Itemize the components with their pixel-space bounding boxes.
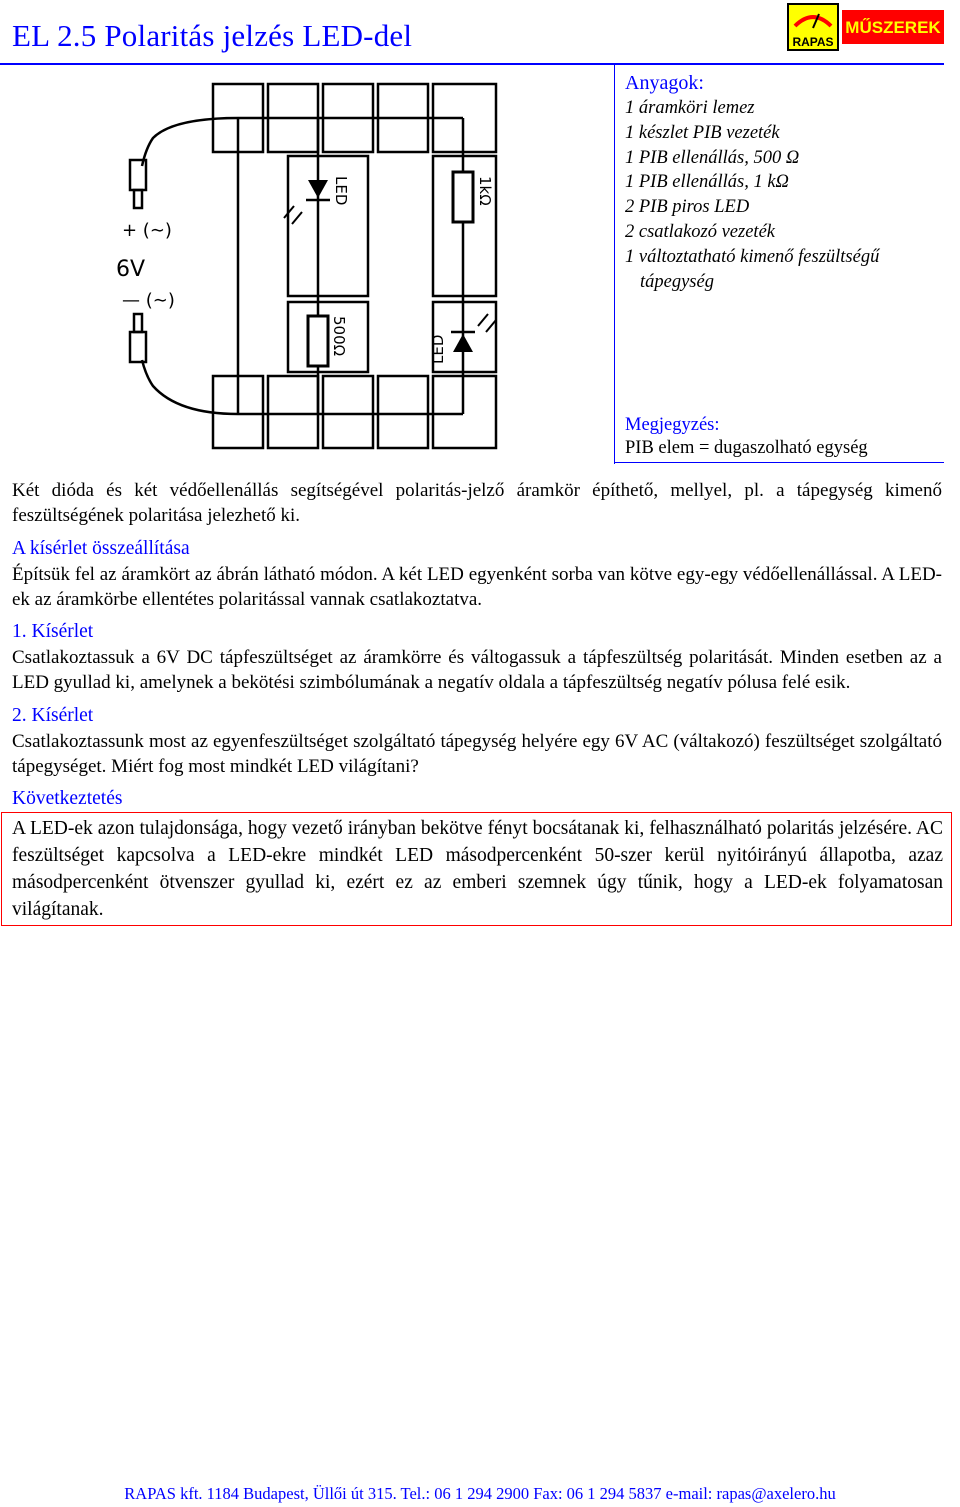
circuit-diagram: [108, 76, 508, 462]
materials-box: [625, 70, 940, 294]
experiment-1-heading: 1. Kísérlet: [12, 621, 94, 643]
experiment-2-heading: 2. Kísérlet: [12, 704, 94, 726]
materials-item: 2 csatlakozó vezeték: [625, 221, 775, 242]
note-text: PIB elem = dugaszolható egység: [625, 438, 868, 458]
materials-item: 1 PIB ellenállás, 500 Ω: [625, 147, 800, 168]
polarity-plus-label: + (∼): [122, 220, 172, 241]
svg-text:MŰSZEREK: MŰSZEREK: [845, 18, 941, 37]
materials-item: 1 változtatható kimenő feszültségű: [625, 246, 880, 267]
conclusion-box: [1, 812, 952, 926]
materials-heading: Anyagok:: [625, 72, 704, 94]
materials-item: 1 áramköri lemez: [625, 98, 755, 118]
note-heading: Megjegyzés:: [625, 415, 720, 435]
main-text: [12, 478, 942, 926]
led-top-label: LED: [332, 176, 350, 206]
rapas-logo: [786, 2, 946, 54]
resistor-1k-label: 1kΩ: [476, 176, 494, 206]
materials-item: tápegység: [640, 271, 714, 292]
sidebar-rule: [614, 63, 615, 464]
conclusion-paragraph: A LED-ek azon tulajdonsága, hogy vezető irányban bekötve fényt bocsátanak ki, felhasználható polaritás jelzésére. AC feszültséget kapcsolva a LED-ekre mindkét LED másodpercenként 50-szer kerül nyitóirányú állapotba, azaz másodpercenként ötvenszer gyullad ki, ezért ez az emberi szemnek úgy tűnik, hogy a LED-ek folyamatosan világítanak.: [12, 818, 943, 921]
experiment-2-paragraph: Csatlakoztassunk most az egyenfeszültséget szolgáltató tápegység helyére egy 6V AC (váltakozó) feszültséget szolgáltató tápegységet. Miért fog most mindkét LED világítani?: [12, 730, 942, 778]
materials-item: 1 PIB ellenállás, 1 kΩ: [625, 172, 789, 193]
materials-item: 2 PIB piros LED: [625, 197, 750, 218]
experiment-1-paragraph: Csatlakoztassuk a 6V DC tápfeszültséget az áramkörre és váltogassuk a tápfeszültség polaritását. Minden esetben az a LED gyullad ki, amelynek a bekötési szimbólumának a negatív oldala a tápfeszültség negatív pólusa felé esik.: [12, 647, 942, 694]
conclusion-heading: Következtetés: [12, 788, 123, 810]
setup-paragraph: Építsük fel az áramkört az ábrán látható módon. A két LED egyenként sorba van kötve egy-egy védőellenállással. A LED-ek az áramkörbe ellentétes polaritással vannak csatlakoztatva.: [12, 563, 942, 610]
header-rule: [0, 63, 944, 65]
page-title: EL 2.5 Polaritás jelzés LED-del: [12, 18, 413, 53]
intro-paragraph: Két dióda és két védőellenállás segítségével polaritás-jelző áramkör építhető, mellyel, pl. a tápegység kimenő feszültségének polaritása jelezhető ki.: [12, 480, 942, 527]
setup-heading: A kísérlet összeállítása: [12, 537, 190, 559]
note-rule: [614, 462, 944, 463]
led-bottom-label: LED: [429, 334, 447, 364]
note-box: [625, 414, 868, 460]
resistor-500-label: 500Ω: [330, 316, 348, 357]
materials-item: 1 készlet PIB vezeték: [625, 122, 780, 143]
page-footer: RAPAS kft. 1184 Budapest, Üllői út 315. Tel.: 06 1 294 2900 Fax: 06 1 294 5837 e-mail: rapas@axelero.hu: [124, 1484, 836, 1503]
voltage-label: 6V: [116, 257, 146, 282]
svg-text:RAPAS: RAPAS: [792, 35, 834, 49]
polarity-minus-label: — (∼): [122, 290, 175, 311]
